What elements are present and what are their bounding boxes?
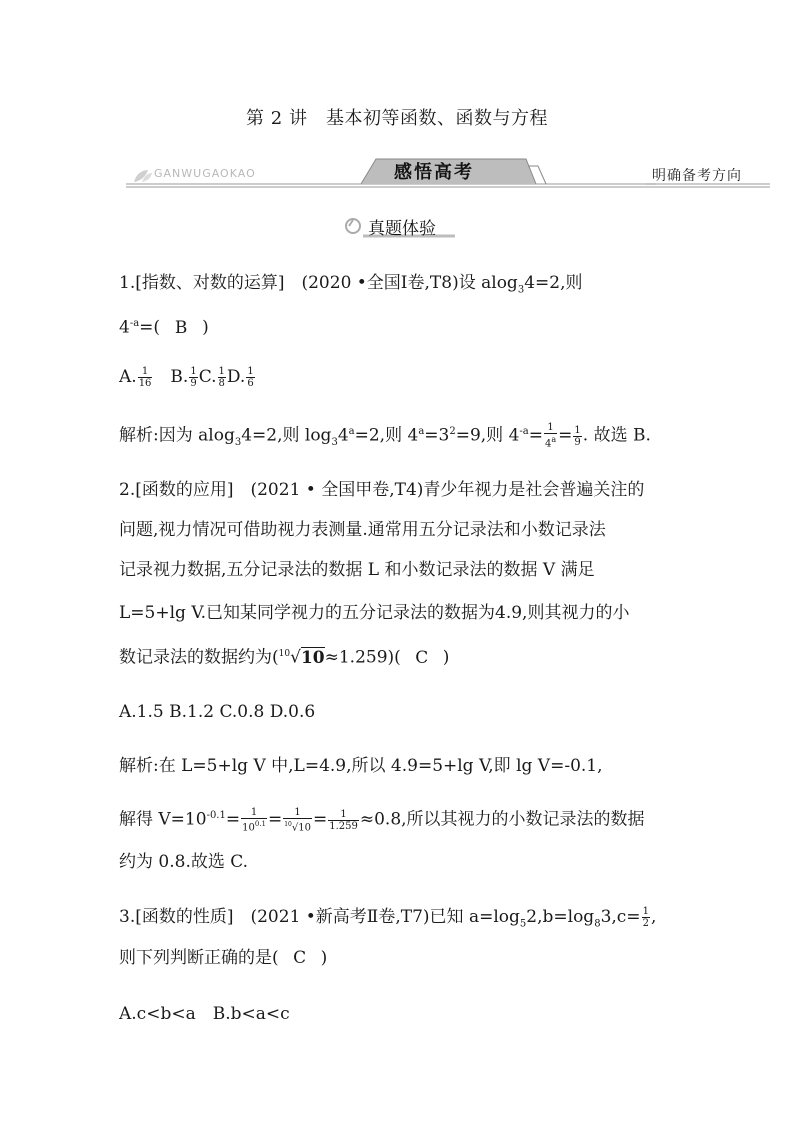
q1-line2-exp: -a	[129, 318, 140, 329]
q2-line2: 问题,视力情况可借助视力表测量.通常用五分记录法和小数记录法	[119, 520, 606, 540]
q2-line3: 记录视力数据,五分记录法的数据 L 和小数记录法的数据 V 满足	[119, 560, 595, 580]
q1-sol-3: 4	[337, 425, 349, 446]
q1-sol-8: =	[558, 425, 573, 446]
q2-sol2-exp: -0.1	[206, 810, 226, 821]
q1-line2-base: 4	[119, 317, 130, 338]
q3-line2	[119, 948, 679, 968]
q2-close: )	[442, 647, 450, 668]
section-banner	[126, 156, 770, 192]
q2-options: A.1.5 B.1.2 C.0.8 D.0.6	[119, 702, 316, 722]
q1-solution: 解析:因为 alog$_3$4=2,则 $\log_34^a=2$,则 $4^a=3^2=9$,则 $4^{-a}=$ $\frac{1}{4^a}$ = $\frac{1}{9}$ . 故选 B.	[119, 422, 651, 450]
q2-sol2-eq1: =	[225, 809, 241, 830]
q1-option-a-label: A.	[119, 367, 137, 387]
q1-stem-line2	[119, 314, 679, 338]
q3-options: A.c<b<a B.b<a<c	[119, 1004, 290, 1024]
q2-solution-3: 约为 0.8.故选 C.	[119, 852, 249, 872]
q2-solution-1: 解析:在 L=5+lg V 中,L=4.9,所以 4.9=5+lg V,即 lg V=-0.1,	[119, 756, 603, 776]
banner-english-label: GANWUGAOKAO	[154, 167, 256, 180]
q3-line1-c: 3,c=	[600, 907, 641, 927]
q3-line2-text: 则下列判断正确的是(	[119, 948, 279, 968]
q2-line5: 数记录法的数据约为($^{10}$√10≈1.259)( C )	[119, 647, 450, 668]
q2-sol2-eq2: =	[267, 809, 283, 830]
q3-line1-b: 2,b=log	[526, 907, 595, 927]
q1-sol-2: 4=2,则 log	[241, 425, 332, 446]
q1-option-d-label: D.	[226, 367, 246, 387]
q2-sol2-eq3: =	[312, 809, 328, 830]
q1-stem-text: 1.[指数、对数的运算] (2020 •全国Ⅰ卷,T8)设 alog	[119, 273, 518, 293]
q2-solution-2: 解得 $V=10^{-0.1}=$ $\frac{1}{10^{0.1}}$ = $\frac{1}{^{10}√10}$ = $\frac{1}{1.259}$ ≈0.8,所以其视力的小数记录法的数据	[119, 806, 645, 834]
subhead-label: 真题体验	[368, 219, 436, 239]
q2-radicand: 10	[300, 647, 325, 668]
q1-line2-eq: =(	[139, 317, 161, 338]
banner-right-label: 明确备考方向	[652, 168, 742, 184]
q3-line1-d: ,	[650, 907, 657, 927]
q1-option-b-label: B.	[170, 367, 189, 387]
q3-close: )	[320, 948, 328, 968]
q1-sol-4: =2,则 4	[354, 425, 419, 446]
q1-sol-9: . 故选 B.	[582, 425, 651, 446]
q1-sol-5: =3	[424, 425, 450, 446]
q1-sol-7: =	[528, 425, 543, 446]
q2-line1: 2.[函数的应用] (2021 • 全国甲卷,T4)青少年视力是社会普遍关注的	[119, 480, 645, 500]
page-title: 第 2 讲 基本初等函数、函数与方程	[246, 108, 548, 129]
q3-line1: 3.[函数的性质] (2021 •新高考Ⅱ卷,T7)已知 $a=\log_52,b=\log_83,c=$ $\frac{1}{2}$ ,	[119, 906, 657, 930]
q2-line5-approx: ≈1.259)(	[324, 647, 401, 668]
q1-stem: 1.[指数、对数的运算] (2020 •全国Ⅰ卷,T8)设 alog$_3$4=2,则	[119, 273, 583, 296]
q1-sol-1: 解析:因为 alog	[119, 425, 235, 446]
q1-stem-text-2: 4=2,则	[524, 273, 583, 293]
q2-sol2-f: ≈0.8,所以其视力的小数记录法的数据	[359, 809, 645, 830]
q3-line1-a: 3.[函数的性质] (2021 •新高考Ⅱ卷,T7)已知 a=log	[119, 907, 520, 927]
banner-title: 感悟高考	[394, 162, 474, 183]
q2-sol2-a: 解得 V=10	[119, 809, 207, 830]
q2-line5-text: 数记录法的数据约为(	[119, 647, 279, 668]
q2-answer: C	[415, 647, 429, 668]
subsection-heading	[343, 210, 455, 240]
q2-line4: L=5+lg V.已知某同学视力的五分记录法的数据为4.9,则其视力的小	[119, 603, 630, 623]
q1-close: )	[202, 317, 209, 338]
q1-answer: B	[174, 317, 188, 338]
q1-sol-6: =9,则 4	[455, 425, 520, 446]
q1-options: A. $\frac{1}{16}$ B. $\frac{1}{9}$ C. $\frac{1}{8}$ D. $\frac{1}{6}$	[119, 366, 254, 389]
q3-answer: C	[293, 948, 307, 968]
q1-option-c-label: C.	[198, 367, 217, 387]
